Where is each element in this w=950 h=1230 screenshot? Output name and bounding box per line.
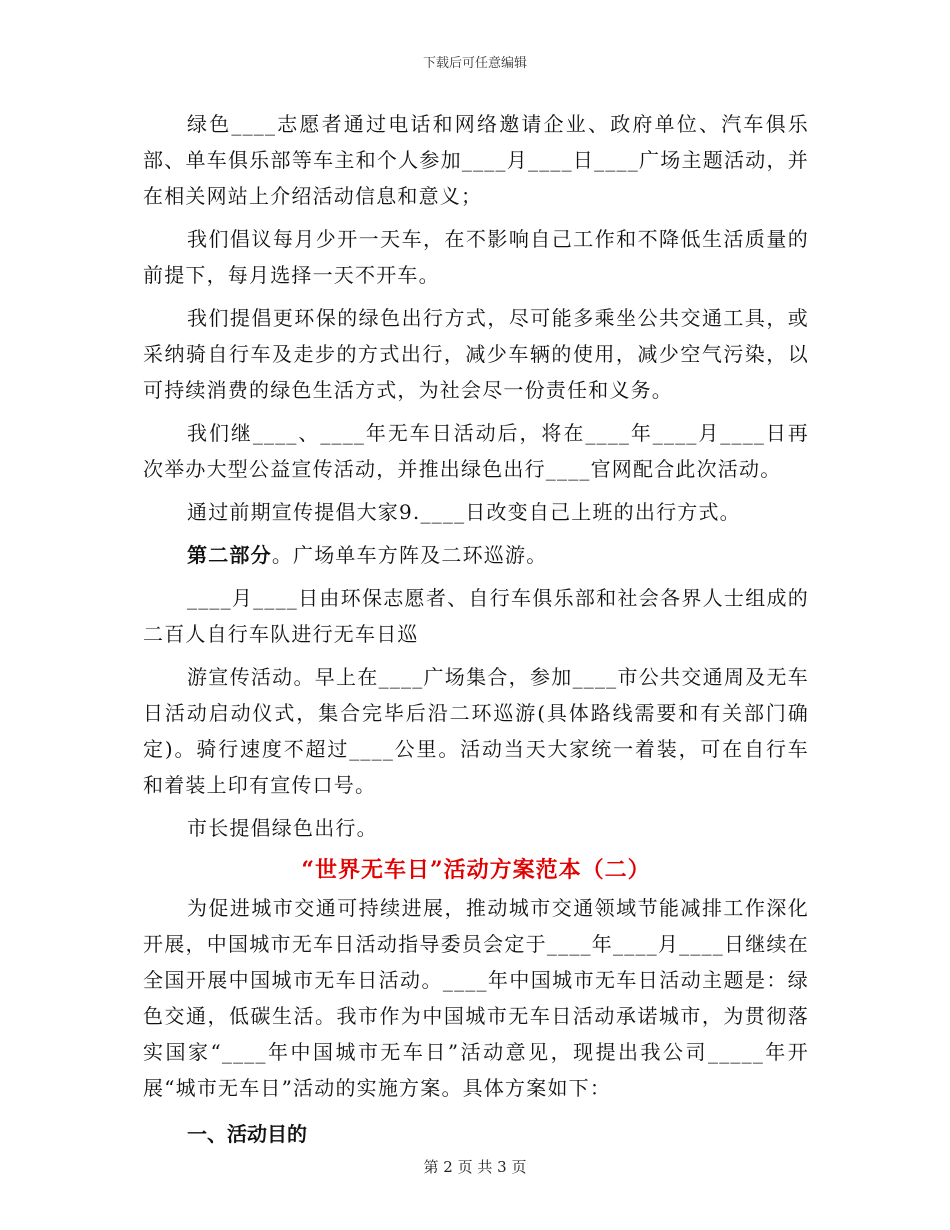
part-two-text: 。广场单车方阵及二环巡游。: [271, 543, 548, 567]
paragraph: 我们倡议每月少开一天车，在不影响自己工作和不降低生活质量的前提下，每月选择一天不开车。: [143, 227, 809, 287]
paragraph: 绿色____志愿者通过电话和网络邀请企业、政府单位、汽车俱乐部、单车俱乐部等车主和个人参加____月____日____广场主题活动，并在相关网站上介绍活动信息和意义；: [143, 112, 809, 208]
paragraph: 游宣传活动。早上在____广场集合，参加____市公共交通周及无车日活动启动仪式，集合完毕后沿二环巡游(具体路线需要和有关部门确定)。骑行速度不超过____公里。活动当天大家统一着装，可在自行车和着装上印有宣传口号。: [143, 665, 809, 797]
page-footer: 第 2 页 共 3 页: [423, 1158, 527, 1176]
paragraph: ____月____日由环保志愿者、自行车俱乐部和社会各界人士组成的二百人自行车队进行无车日巡: [143, 586, 809, 646]
part-two-heading: [143, 537, 809, 573]
paragraph: 我们提倡更环保的绿色出行方式，尽可能多乘坐公共交通工具，或采纳骑自行车及走步的方式出行，减少车辆的使用，减少空气污染，以可持续消费的绿色生活方式，为社会尽一份责任和义务。: [143, 306, 809, 402]
paragraph: 我们继____、____年无车日活动后，将在____年____月____日再次举办大型公益宣传活动，并推出绿色出行____官网配合此次活动。: [143, 421, 809, 481]
section-heading: 一、活动目的: [187, 1122, 307, 1146]
page-header: 下载后可任意编辑: [422, 56, 527, 71]
document-body: [143, 106, 809, 1152]
section-title: “世界无车日”活动方案范本（二）: [301, 857, 651, 883]
paragraph: 通过前期宣传提倡大家9.____日改变自己上班的出行方式。: [187, 500, 741, 524]
paragraph: 为促进城市交通可持续进展，推动城市交通领域节能减排工作深化开展，中国城市无车日活动指导委员会定于____年____月____日继续在全国开展中国城市无车日活动。____年中国城市无车日活动主题是：绿色交通，低碳生活。我市作为中国城市无车日活动承诺城市，为贯彻落实国家“____年中国城市无车日”活动意见，现提出我公司_____年开展“城市无车日”活动的实施方案。具体方案如下：: [143, 896, 809, 1100]
part-two-label: 第二部分: [187, 543, 272, 567]
paragraph: 市长提倡绿色出行。: [187, 816, 378, 840]
